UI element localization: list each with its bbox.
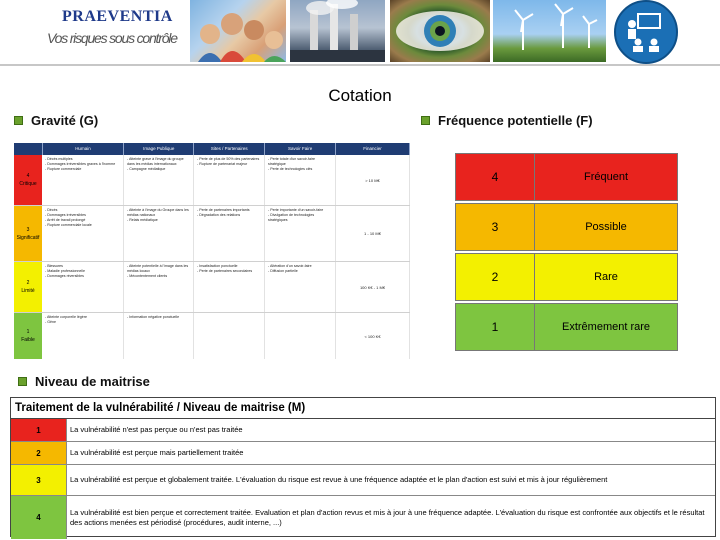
gravity-row [14,262,410,313]
gravity-cell: - Atteinte corporelle légère - Gêne [42,313,124,359]
gravity-cell [265,313,336,359]
mastery-table [10,397,716,537]
bullet-icon [421,116,430,125]
frequency-level-number: 4 [455,153,535,201]
gravity-level-number: 3 [26,226,30,233]
gravity-cell: - Atteinte à l'image du Groupe dans les médias nationaux - Relais médiatique [124,206,194,261]
gravity-level-cell [14,262,42,312]
gravity-col-header: Sites / Partenaires [194,143,265,155]
mastery-row [11,465,715,496]
mastery-description: La vulnérabilité est bien perçue et correctement traitée. Evaluation et plan d'action revus et mis à jour à une fréquence adaptée. L'évaluation du risque est confrontée aux objectifs et le résultat des actions menées est périodisé (procédures, audit interne, ...) [70,507,705,527]
frequency-row [455,203,678,251]
gravity-cell: > 10 M€ [336,155,410,205]
eye-earth-photo [390,0,490,62]
gravity-heading [14,113,98,128]
gravity-cell: - Perte importante d'un savoir-faire - Divulgation de technologies stratégiques [265,206,336,261]
gravity-col-header: Image Publique [124,143,194,155]
gravity-level-label: Critique [19,181,37,187]
frequency-heading [421,113,593,128]
gravity-cell [194,313,265,359]
gravity-cell: - Décès multiples - Dommages irréversibles graves à l'homme - Rupture commerciale [42,155,124,205]
frequency-level-number: 3 [455,203,535,251]
frequency-level-label: Extrêmement rare [535,303,678,351]
mastery-level-number: 2 [11,442,67,464]
header-banner [0,0,720,66]
gravity-col-header: Humain [43,143,125,155]
gravity-table [14,143,410,359]
gravity-row [14,206,410,262]
frequency-level-number: 1 [455,303,535,351]
mastery-level-number: 1 [11,419,67,441]
gravity-level-label: Significatif [16,234,40,241]
gravity-col-header: Financier [336,143,410,155]
gravity-cell: - Altération d'un savoir-faire - Diffusion partielle [265,262,336,312]
gravity-header-blank [14,143,43,155]
mastery-row [11,419,715,442]
gravity-cell: - Atteinte grave à l'image du groupe dans les médias internationaux - Campagne médiatique [124,155,194,205]
gravity-cell: - Information négative ponctuelle [124,313,194,359]
gravity-cell: < 100 K€ [336,313,410,359]
gravity-level-label: Faible [21,337,35,343]
gravity-level-cell [14,313,42,359]
mastery-heading [18,374,150,389]
gravity-row [14,155,410,206]
gravity-table-header [14,143,410,155]
mastery-row [11,442,715,465]
mastery-row [11,496,715,539]
mastery-description: La vulnérabilité est perçue mais partiellement traitée [70,448,244,457]
gravity-level-cell [14,206,42,261]
frequency-heading-label: Fréquence potentielle (F) [438,113,593,128]
training-meeting-icon [612,0,686,62]
frequency-row [455,253,678,301]
brand-name: PRAEVENTIA [62,8,173,25]
mastery-level-number: 4 [11,496,67,539]
header-divider [0,64,720,66]
page-title: Cotation [328,86,392,105]
frequency-row [455,153,678,201]
mastery-level-number: 3 [11,465,67,495]
wind-turbines-photo [493,0,606,62]
gravity-col-header: Savoir Faire [265,143,336,155]
mastery-description: La vulnérabilité n'est pas perçue ou n'est pas traitée [70,425,243,434]
bullet-icon [18,377,27,386]
gravity-level-cell [14,155,42,205]
gravity-cell: - Atteinte potentielle à l'image dans les médias locaux - Mécontentement clients [124,262,194,312]
gravity-cell: - Perte totale d'un savoir-faire stratégique - Perte de technologies clés [265,155,336,205]
mastery-description: La vulnérabilité est perçue et globalement traitée. L'évaluation du risque est revue à une fréquence adaptée et le plan d'action est suivi et mis à jour régulièrement [70,475,608,484]
gravity-level-number: 1 [26,329,30,335]
gravity-heading-label: Gravité (G) [31,113,99,128]
gravity-cell: - Perte de partenaires importants - Dégradation des relations [194,206,265,261]
gravity-level-number: 4 [26,173,30,179]
people-photo [190,0,286,62]
gravity-level-number: 2 [26,280,30,286]
frequency-row [455,303,678,351]
gravity-cell: 100 K€ - 1 M€ [336,262,410,312]
bullet-icon [14,116,23,125]
frequency-level-label: Possible [535,203,678,251]
gravity-row [14,313,410,359]
gravity-level-label: Limité [21,288,35,294]
gravity-cell: - Perte de plus de 50% des partenaires - Rupture de partenariat majeur [194,155,265,205]
frequency-level-label: Rare [535,253,678,301]
gravity-cell: - Blessures - Maladie professionnelle - Dommages réversibles [42,262,124,312]
frequency-table [455,153,678,353]
frequency-level-number: 2 [455,253,535,301]
brand-tagline: Vos risques sous contrôle [47,30,177,46]
industrial-plant-photo [290,0,385,62]
mastery-table-title: Traitement de la vulnérabilité / Niveau de maitrise (M) [11,398,715,419]
mastery-heading-label: Niveau de maitrise [35,374,150,389]
gravity-cell: - Insatisfaction ponctuelle - Perte de partenaires secondaires [194,262,265,312]
gravity-cell: - Décès - Dommages irréversibles - Arrêt de travail prolongé - Rupture commerciale locale [42,206,124,261]
gravity-cell: 1 - 10 M€ [336,206,410,261]
frequency-level-label: Fréquent [535,153,678,201]
